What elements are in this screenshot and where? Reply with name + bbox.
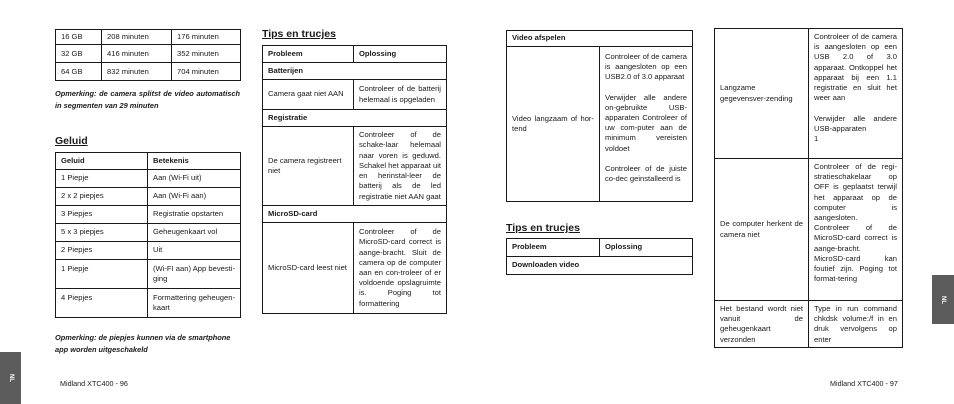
page-footer: Midland XTC400 - 97 (830, 379, 898, 388)
table-cell: 4 Piepjes (56, 289, 148, 318)
section-heading-tips: Tips en trucjes (506, 222, 580, 234)
table-cell: 832 minuten (102, 63, 172, 81)
table-header-row (507, 239, 693, 257)
table-row (56, 170, 241, 188)
language-tab-label: NL (940, 295, 946, 304)
table-row (507, 47, 693, 202)
language-tab (0, 352, 21, 404)
table-cell: 208 minuten (102, 30, 172, 45)
solution-cell: Controleer of de camera is aangesloten op een USB 2.0 of 3.0 apparaat. Ontkoppel het apparaat bij een 1.1 registratie en sluit het weer aan Verwijder alle andere USB-apparaten 1 (809, 29, 903, 159)
column-header: Probleem (263, 46, 354, 63)
table-cell: 2 x 2 piepjes (56, 188, 148, 206)
solution-text: Verwijder alle andere on-gebruikte USB-apparaten Controleer of uw com-puter aan de minimum vereisten voldoet (605, 92, 687, 153)
table-cell: 704 minuten (172, 63, 241, 81)
table-row (56, 30, 241, 45)
note-video-split: Opmerking: de camera splitst de video automatisch in segmenten van 29 minuten (55, 89, 240, 110)
section-title: MicroSD-card (263, 206, 447, 223)
solution-cell: Controleer of de regi-stratieschakelaar op OFF is geplaatst terwijl het apparaat op de computer is aangesloten. Controleer of de MicroSD-card correct is aange-bracht. MicroSD-card kan foutief zijn. Poging tot format-tering (809, 159, 903, 301)
table-cell: 2 Piepjes (56, 242, 148, 260)
table-row (56, 289, 241, 318)
solution-text: Controleer of de juiste co-dec geinstalleerd is (605, 163, 687, 184)
problem-cell: De computer herkent de camera niet (715, 159, 809, 301)
table-row (56, 242, 241, 260)
tips-table (506, 238, 693, 275)
table-cell: 1 Piepje (56, 170, 148, 188)
table-cell: 3 Piepjes (56, 206, 148, 224)
table-cell: Geheugenkaart vol (148, 224, 241, 242)
column-header: Geluid (56, 153, 148, 170)
table-row (56, 188, 241, 206)
table-header-row (263, 46, 447, 63)
tips-table (262, 45, 447, 314)
table-row (56, 45, 241, 63)
table-row (56, 260, 241, 289)
table-cell: Uit (148, 242, 241, 260)
column-header: Probleem (507, 239, 600, 257)
table-header-row (56, 153, 241, 170)
section-row (263, 110, 447, 127)
storage-table (55, 29, 241, 81)
download-issues-table (714, 28, 903, 348)
table-cell: 176 minuten (172, 30, 241, 45)
table-cell: Formattering geheugen-kaart (148, 289, 241, 318)
column-header: Oplossing (354, 46, 447, 63)
column-header: Oplossing (600, 239, 693, 257)
problem-cell: Video langzaam of hor-tend (507, 47, 600, 202)
problem-cell: Camera gaat niet AAN (263, 80, 354, 110)
table-cell: 1 Piepje (56, 260, 148, 289)
section-row (507, 31, 693, 47)
language-tab (932, 275, 954, 324)
table-cell: 352 minuten (172, 45, 241, 63)
section-heading-geluid: Geluid (55, 135, 88, 147)
section-title: Video afspelen (507, 31, 693, 47)
solution-cell (600, 47, 693, 202)
table-cell: Aan (Wi-Fi aan) (148, 188, 241, 206)
table-row (263, 80, 447, 110)
section-row (263, 206, 447, 223)
table-row (56, 206, 241, 224)
table-cell: 416 minuten (102, 45, 172, 63)
video-table (506, 30, 693, 202)
table-cell: (Wi-FI aan) App bevesti-ging (148, 260, 241, 289)
problem-cell: MicroSD-card leest niet (263, 223, 354, 314)
column-header: Betekenis (148, 153, 241, 170)
solution-text: Controleer of de camera is aangesloten op een USB2.0 of 3.0 apparaat (605, 52, 687, 82)
solution-cell: Type in run command chkdsk volume:/f in en druk vervolgens op enter (809, 301, 903, 348)
solution-cell: Controleer of de MicroSD-card correct is aange-bracht. Sluit de camera op de computer aan en con-troleer of er voldoende opslagruimte is. Poging tot formattering (354, 223, 447, 314)
section-row (507, 257, 693, 275)
table-row (263, 127, 447, 206)
problem-cell: Het bestand wordt niet vanuit de geheugenkaart verzonden (715, 301, 809, 348)
page-footer: Midland XTC400 - 96 (60, 379, 128, 388)
problem-cell: De camera registreert niet (263, 127, 354, 206)
table-row (715, 159, 903, 301)
table-cell: 64 GB (56, 63, 102, 81)
section-heading-tips: Tips en trucjes (262, 28, 336, 40)
solution-cell: Controleer of de batterij helemaal is opgeladen (354, 80, 447, 110)
section-title: Registratie (263, 110, 447, 127)
section-row (263, 63, 447, 80)
table-row (715, 301, 903, 348)
table-cell: 16 GB (56, 30, 102, 45)
table-cell: 5 x 3 piepjes (56, 224, 148, 242)
table-cell: Aan (Wi-Fi uit) (148, 170, 241, 188)
section-title: Batterijen (263, 63, 447, 80)
language-tab-label: NL (7, 374, 14, 382)
table-row (56, 63, 241, 81)
table-row (715, 29, 903, 159)
note-beeps: Opmerking: de piepjes kunnen via de smartphone app worden uitgeschakeld (55, 333, 231, 354)
problem-cell: Langzame gegevensver-zending (715, 29, 809, 159)
table-cell: 32 GB (56, 45, 102, 63)
table-row (263, 223, 447, 314)
solution-cell: Controleer of de schake-laar helemaal naar voren is geduwd. Schakel het apparaat uit en herinstal-leer de batterij als de led registratie niet AAN gaat (354, 127, 447, 206)
right-page (477, 0, 954, 404)
section-title: Downloaden video (507, 257, 693, 275)
sound-table (55, 152, 241, 318)
table-cell: Registratie opstarten (148, 206, 241, 224)
table-row (56, 224, 241, 242)
